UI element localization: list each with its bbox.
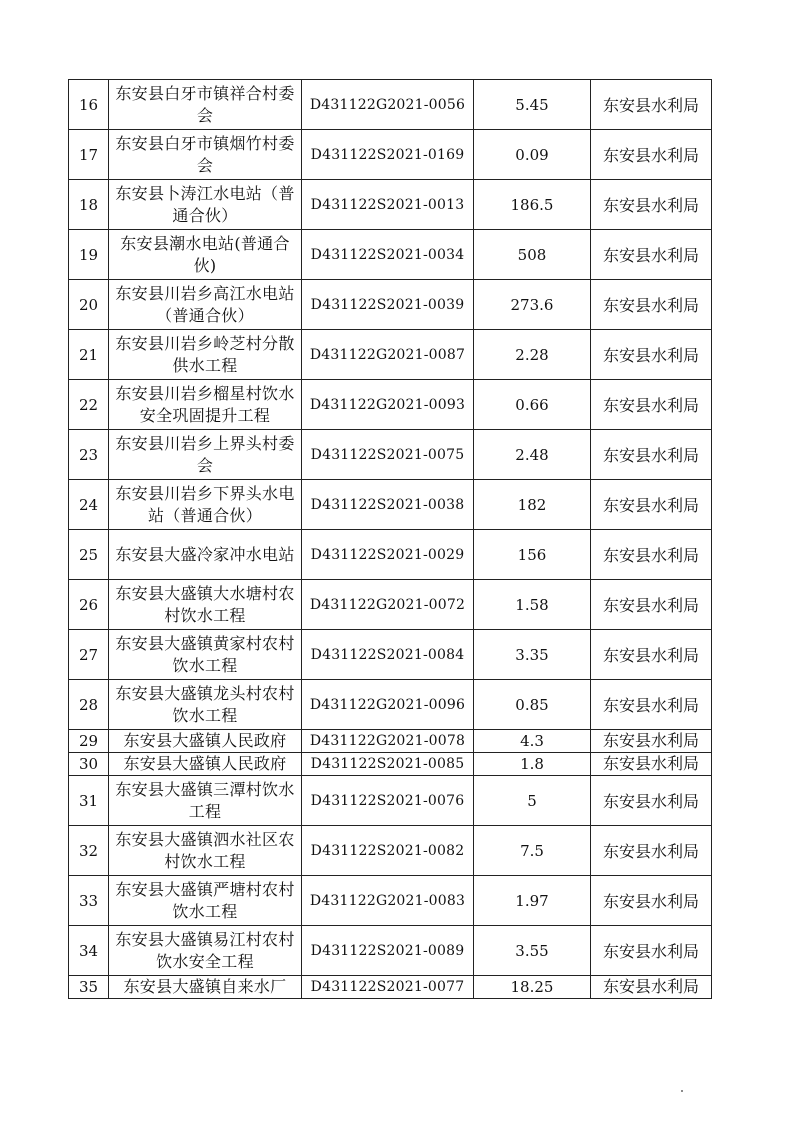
permit-code-cell: D431122S2021-0034 — [302, 230, 474, 280]
table-row — [69, 180, 712, 230]
permit-table — [68, 79, 712, 999]
entity-name-cell: 东安县白牙市镇祥合村委会 — [109, 80, 302, 130]
authority-cell: 东安县水利局 — [591, 130, 712, 180]
table-row — [69, 976, 712, 999]
table-row — [69, 580, 712, 630]
row-number-cell: 29 — [69, 730, 109, 753]
amount-cell: 508 — [474, 230, 591, 280]
permit-code-cell: D431122S2021-0077 — [302, 976, 474, 999]
entity-name-cell: 东安县大盛镇龙头村农村饮水工程 — [109, 680, 302, 730]
row-number-cell: 34 — [69, 926, 109, 976]
row-number-cell: 27 — [69, 630, 109, 680]
row-number-cell: 20 — [69, 280, 109, 330]
amount-cell: 182 — [474, 480, 591, 530]
table-row — [69, 776, 712, 826]
authority-cell: 东安县水利局 — [591, 180, 712, 230]
entity-name-cell: 东安县川岩乡岭芝村分散供水工程 — [109, 330, 302, 380]
authority-cell: 东安县水利局 — [591, 230, 712, 280]
table-row — [69, 630, 712, 680]
authority-cell: 东安县水利局 — [591, 776, 712, 826]
table-row — [69, 680, 712, 730]
entity-name-cell: 东安县川岩乡上界头村委会 — [109, 430, 302, 480]
authority-cell: 东安县水利局 — [591, 430, 712, 480]
entity-name-cell: 东安县大盛镇大水塘村农村饮水工程 — [109, 580, 302, 630]
amount-cell: 0.85 — [474, 680, 591, 730]
amount-cell: 2.48 — [474, 430, 591, 480]
authority-cell: 东安县水利局 — [591, 380, 712, 430]
permit-code-cell: D431122S2021-0029 — [302, 530, 474, 580]
permit-code-cell: D431122S2021-0084 — [302, 630, 474, 680]
amount-cell: 156 — [474, 530, 591, 580]
amount-cell: 0.66 — [474, 380, 591, 430]
table-row — [69, 480, 712, 530]
row-number-cell: 28 — [69, 680, 109, 730]
row-number-cell: 30 — [69, 753, 109, 776]
permit-code-cell: D431122S2021-0169 — [302, 130, 474, 180]
table-row — [69, 130, 712, 180]
permit-code-cell: D431122S2021-0089 — [302, 926, 474, 976]
table-row — [69, 530, 712, 580]
entity-name-cell: 东安县白牙市镇烟竹村委会 — [109, 130, 302, 180]
authority-cell: 东安县水利局 — [591, 926, 712, 976]
table-row — [69, 753, 712, 776]
table-row — [69, 826, 712, 876]
amount-cell: 5 — [474, 776, 591, 826]
row-number-cell: 32 — [69, 826, 109, 876]
permit-code-cell: D431122S2021-0082 — [302, 826, 474, 876]
row-number-cell: 31 — [69, 776, 109, 826]
table-row — [69, 876, 712, 926]
table-row — [69, 80, 712, 130]
row-number-cell: 17 — [69, 130, 109, 180]
row-number-cell: 16 — [69, 80, 109, 130]
permit-code-cell: D431122S2021-0085 — [302, 753, 474, 776]
row-number-cell: 25 — [69, 530, 109, 580]
amount-cell: 0.09 — [474, 130, 591, 180]
authority-cell: 东安县水利局 — [591, 976, 712, 999]
entity-name-cell: 东安县大盛冷家冲水电站 — [109, 530, 302, 580]
table-row — [69, 730, 712, 753]
row-number-cell: 22 — [69, 380, 109, 430]
authority-cell: 东安县水利局 — [591, 330, 712, 380]
permit-code-cell: D431122G2021-0083 — [302, 876, 474, 926]
entity-name-cell: 东安县卜涛江水电站（普通合伙） — [109, 180, 302, 230]
entity-name-cell: 东安县大盛镇黄家村农村饮水工程 — [109, 630, 302, 680]
table-row — [69, 230, 712, 280]
authority-cell: 东安县水利局 — [591, 826, 712, 876]
amount-cell: 1.58 — [474, 580, 591, 630]
authority-cell: 东安县水利局 — [591, 730, 712, 753]
authority-cell: 东安县水利局 — [591, 680, 712, 730]
row-number-cell: 23 — [69, 430, 109, 480]
permit-code-cell: D431122S2021-0039 — [302, 280, 474, 330]
permit-code-cell: D431122S2021-0075 — [302, 430, 474, 480]
permit-code-cell: D431122G2021-0056 — [302, 80, 474, 130]
amount-cell: 5.45 — [474, 80, 591, 130]
authority-cell: 东安县水利局 — [591, 280, 712, 330]
entity-name-cell: 东安县川岩乡高江水电站（普通合伙） — [109, 280, 302, 330]
amount-cell: 1.97 — [474, 876, 591, 926]
permit-code-cell: D431122S2021-0013 — [302, 180, 474, 230]
authority-cell: 东安县水利局 — [591, 480, 712, 530]
authority-cell: 东安县水利局 — [591, 753, 712, 776]
row-number-cell: 35 — [69, 976, 109, 999]
scan-speck — [681, 1090, 683, 1092]
entity-name-cell: 东安县大盛镇泗水社区农村饮水工程 — [109, 826, 302, 876]
permit-code-cell: D431122S2021-0076 — [302, 776, 474, 826]
entity-name-cell: 东安县川岩乡榴星村饮水安全巩固提升工程 — [109, 380, 302, 430]
entity-name-cell: 东安县大盛镇易江村农村饮水安全工程 — [109, 926, 302, 976]
amount-cell: 7.5 — [474, 826, 591, 876]
amount-cell: 3.55 — [474, 926, 591, 976]
table-row — [69, 280, 712, 330]
entity-name-cell: 东安县大盛镇三潭村饮水工程 — [109, 776, 302, 826]
amount-cell: 3.35 — [474, 630, 591, 680]
permit-code-cell: D431122G2021-0078 — [302, 730, 474, 753]
entity-name-cell: 东安县大盛镇人民政府 — [109, 753, 302, 776]
amount-cell: 2.28 — [474, 330, 591, 380]
permit-code-cell: D431122G2021-0096 — [302, 680, 474, 730]
table-row — [69, 380, 712, 430]
table-row — [69, 330, 712, 380]
entity-name-cell: 东安县大盛镇严塘村农村饮水工程 — [109, 876, 302, 926]
permit-code-cell: D431122S2021-0038 — [302, 480, 474, 530]
authority-cell: 东安县水利局 — [591, 876, 712, 926]
amount-cell: 18.25 — [474, 976, 591, 999]
row-number-cell: 24 — [69, 480, 109, 530]
table-body — [69, 80, 712, 999]
amount-cell: 1.8 — [474, 753, 591, 776]
amount-cell: 273.6 — [474, 280, 591, 330]
entity-name-cell: 东安县潮水电站(普通合伙) — [109, 230, 302, 280]
row-number-cell: 18 — [69, 180, 109, 230]
authority-cell: 东安县水利局 — [591, 530, 712, 580]
authority-cell: 东安县水利局 — [591, 630, 712, 680]
entity-name-cell: 东安县川岩乡下界头水电站（普通合伙） — [109, 480, 302, 530]
amount-cell: 186.5 — [474, 180, 591, 230]
table-row — [69, 430, 712, 480]
row-number-cell: 26 — [69, 580, 109, 630]
permit-code-cell: D431122G2021-0093 — [302, 380, 474, 430]
amount-cell: 4.3 — [474, 730, 591, 753]
permit-code-cell: D431122G2021-0072 — [302, 580, 474, 630]
table-row — [69, 926, 712, 976]
row-number-cell: 19 — [69, 230, 109, 280]
entity-name-cell: 东安县大盛镇人民政府 — [109, 730, 302, 753]
permit-code-cell: D431122G2021-0087 — [302, 330, 474, 380]
entity-name-cell: 东安县大盛镇自来水厂 — [109, 976, 302, 999]
authority-cell: 东安县水利局 — [591, 80, 712, 130]
row-number-cell: 21 — [69, 330, 109, 380]
row-number-cell: 33 — [69, 876, 109, 926]
authority-cell: 东安县水利局 — [591, 580, 712, 630]
